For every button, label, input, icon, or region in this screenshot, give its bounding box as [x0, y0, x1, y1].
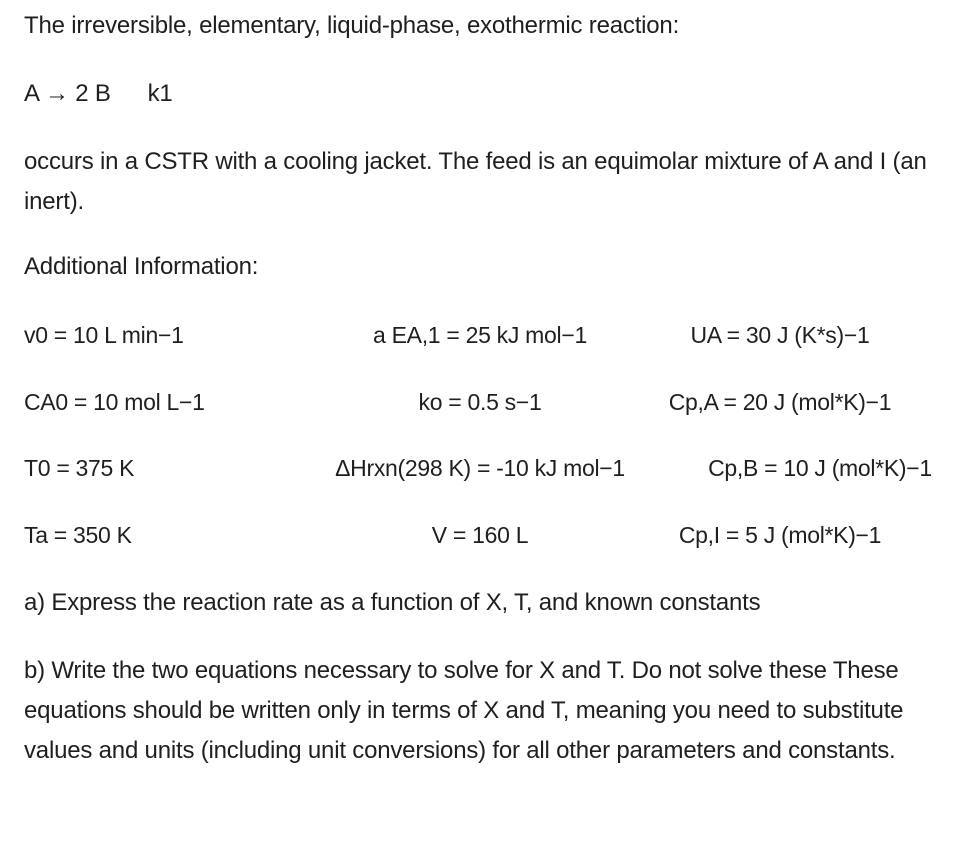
rate-constant: k1 — [147, 80, 173, 107]
additional-heading: Additional Information: — [24, 253, 259, 280]
param-heat-of-reaction: ΔHrxn(298 K) = -10 kJ mol−1 — [335, 455, 625, 481]
param-v0: v0 = 10 L min−1 — [24, 322, 184, 348]
param-ko: ko = 0.5 s−1 — [418, 389, 542, 415]
intro-text: The irreversible, elementary, liquid-phase, exothermic reaction: — [24, 12, 680, 39]
param-ua: UA = 30 J (K*s)−1 — [690, 322, 870, 348]
param-t0: T0 = 375 K — [24, 455, 135, 481]
param-activation-energy: a EA,1 = 25 kJ mol−1 — [373, 322, 587, 348]
question-b: b) Write the two equations necessary to solve for X and T. Do not solve these These equations should be written only in terms of X and T, meaning you need to substitute values and units (including unit conversions) for all other parameters and constants. — [24, 657, 904, 764]
param-ta: Ta = 350 K — [24, 522, 132, 548]
param-cp-b: Cp,B = 10 J (mol*K)−1 — [708, 455, 932, 481]
param-ca0: CA0 = 10 mol L−1 — [24, 389, 205, 415]
param-cp-i: Cp,I = 5 J (mol*K)−1 — [678, 522, 882, 548]
param-cp-a: Cp,A = 20 J (mol*K)−1 — [668, 389, 892, 415]
reaction-line — [24, 80, 173, 108]
question-a: a) Express the reaction rate as a function of X, T, and known constants — [24, 589, 761, 616]
reaction-equation: A → 2 B — [24, 80, 111, 107]
description-text: occurs in a CSTR with a cooling jacket. The feed is an equimolar mixture of A and I (an inert). — [24, 148, 927, 215]
param-volume: V = 160 L — [431, 522, 529, 548]
